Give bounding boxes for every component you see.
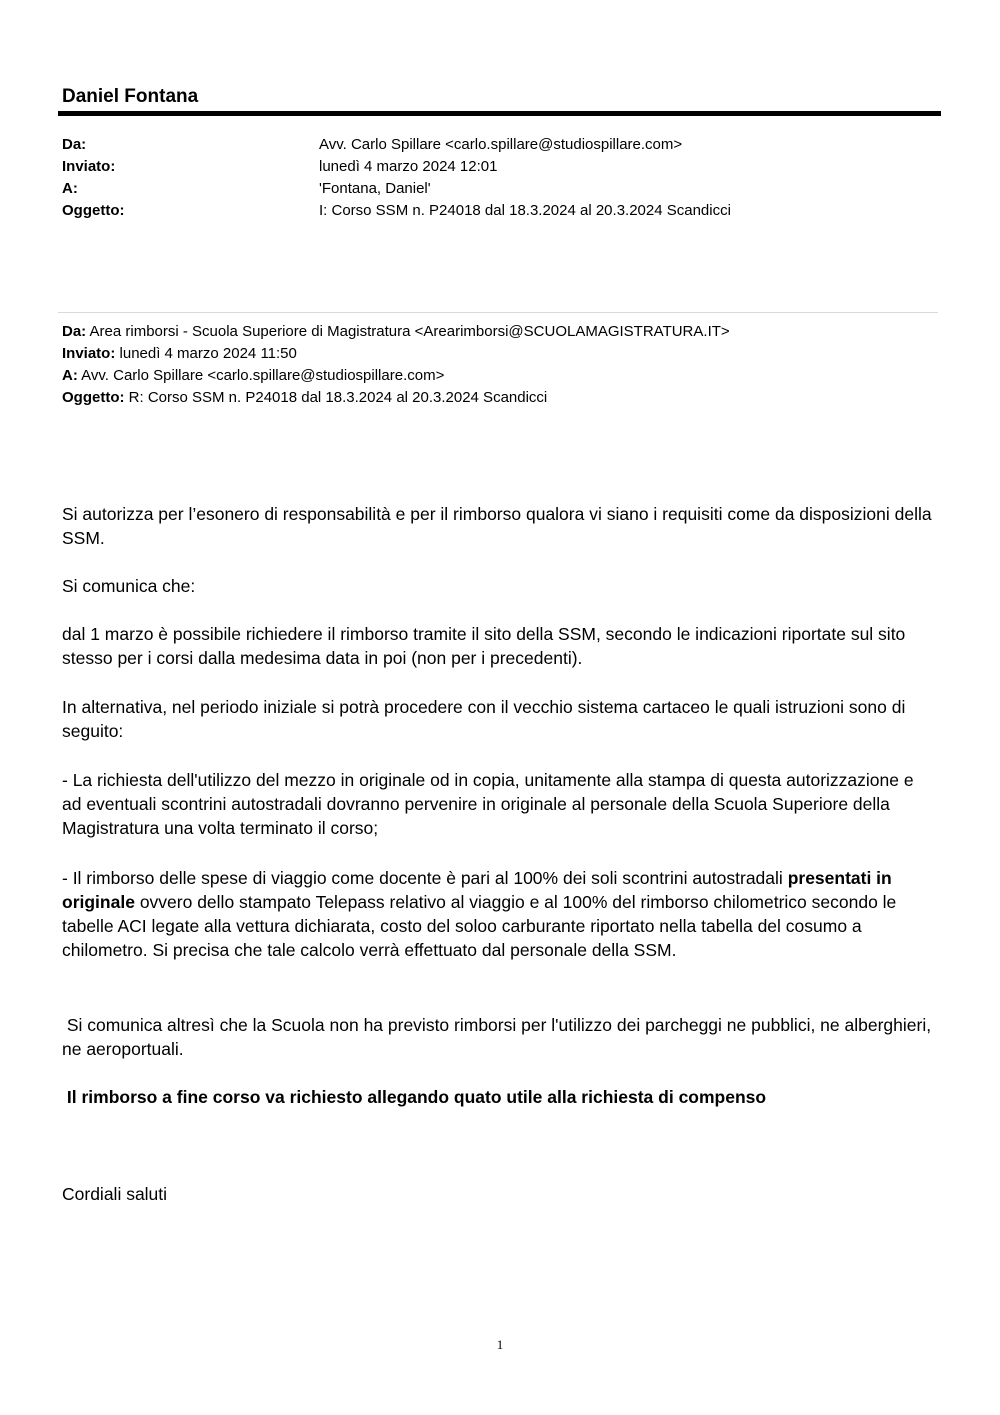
- paragraph-text: [62, 866, 937, 962]
- paragraph-text: dal 1 marzo è possibile richiedere il rimborso tramite il sito della SSM, secondo le indicazioni riportate sul sito stesso per i corsi dalla medesima data in poi (non per i precedenti).: [62, 624, 906, 668]
- paragraph-text: In alternativa, nel periodo iniziale si potrà procedere con il vecchio sistema cartaceo le quali istruzioni sono di seguito:: [62, 697, 906, 741]
- forwarded-sent-row: [62, 343, 297, 365]
- body-paragraph-parking: [62, 1013, 937, 1061]
- body-paragraph-notice: [62, 574, 937, 598]
- paragraph-text: Si comunica che:: [62, 576, 196, 596]
- outer-sent-value: lunedì 4 marzo 2024 12:01: [319, 158, 498, 175]
- body-paragraph-request: [62, 768, 937, 840]
- outer-subject-value: I: Corso SSM n. P24018 dal 18.3.2024 al 20.3.2024 Scandicci: [319, 202, 731, 219]
- header-divider: [58, 111, 941, 116]
- outer-from-value: Avv. Carlo Spillare <carlo.spillare@studiospillare.com>: [319, 136, 683, 153]
- forwarded-to-label: A:: [62, 367, 78, 384]
- forwarded-divider: [58, 312, 938, 313]
- forwarded-from-value: Area rimborsi - Scuola Superiore di Magistratura <Arearimborsi@SCUOLAMAGISTRATURA.IT>: [89, 323, 730, 340]
- body-paragraph-online: [62, 622, 937, 670]
- body-paragraph-bold-note: [62, 1085, 937, 1109]
- paragraph-text: Si comunica altresì che la Scuola non ha previsto rimborsi per l'utilizzo dei parcheggi ne pubblici, ne alberghieri, ne aeroportuali.: [62, 1015, 936, 1059]
- forwarded-subject-label: Oggetto:: [62, 389, 125, 406]
- body-paragraph-reimbursement: [62, 866, 937, 962]
- outer-subject-label: Oggetto:: [62, 202, 125, 219]
- forwarded-from-row: [62, 321, 730, 343]
- paragraph-text: Il rimborso a fine corso va richiesto allegando quato utile alla richiesta di compenso: [62, 1087, 767, 1107]
- reimbursement-text-start: - Il rimborso delle spese di viaggio come docente è pari al 100% dei soli scontrini autostradali: [62, 868, 783, 888]
- forwarded-subject-row: [62, 387, 547, 409]
- forwarded-to-row: [62, 365, 444, 387]
- outer-to-value: 'Fontana, Daniel': [319, 180, 431, 197]
- forwarded-to-value: Avv. Carlo Spillare <carlo.spillare@studiospillare.com>: [81, 367, 445, 384]
- paragraph-text: Cordiali saluti: [62, 1184, 168, 1204]
- outer-from-label: Da:: [62, 136, 87, 153]
- mailbox-owner-name: Daniel Fontana: [62, 86, 199, 107]
- reimbursement-emphasis: presentati in originale: [62, 868, 892, 912]
- reimbursement-text-end: ovvero dello stampato Telepass relativo al viaggio e al 100% del rimborso chilometrico secondo le tabelle ACI legate alla vettura dichiarata, costo del soloo carburante riportato nella tabella del cosumo a chilometro. Si precisa che tale calcolo verrà effettuato dal personale della SSM.: [62, 892, 897, 960]
- body-paragraph-authorization: [62, 502, 937, 550]
- paragraph-text: Si autorizza per l’esonero di responsabilità e per il rimborso qualora vi siano i requisiti come da disposizioni della SSM.: [62, 504, 932, 548]
- paragraph-text: - La richiesta dell'utilizzo del mezzo in originale od in copia, unitamente alla stampa di questa autorizzazione e ad eventuali scontrini autostradali dovranno pervenire in originale al personale della Scuola Superiore della Magistratura una volta terminato il corso;: [62, 770, 914, 838]
- outer-to-label: A:: [62, 180, 78, 197]
- forwarded-from-label: Da:: [62, 323, 87, 340]
- forwarded-subject-value: R: Corso SSM n. P24018 dal 18.3.2024 al 20.3.2024 Scandicci: [128, 389, 548, 406]
- outer-sent-label: Inviato:: [62, 158, 116, 175]
- closing-salutation: [62, 1182, 937, 1206]
- forwarded-sent-label: Inviato:: [62, 345, 116, 362]
- page-number: 1: [496, 1337, 504, 1352]
- forwarded-sent-value: lunedì 4 marzo 2024 11:50: [119, 345, 297, 362]
- body-paragraph-alternative: [62, 695, 937, 743]
